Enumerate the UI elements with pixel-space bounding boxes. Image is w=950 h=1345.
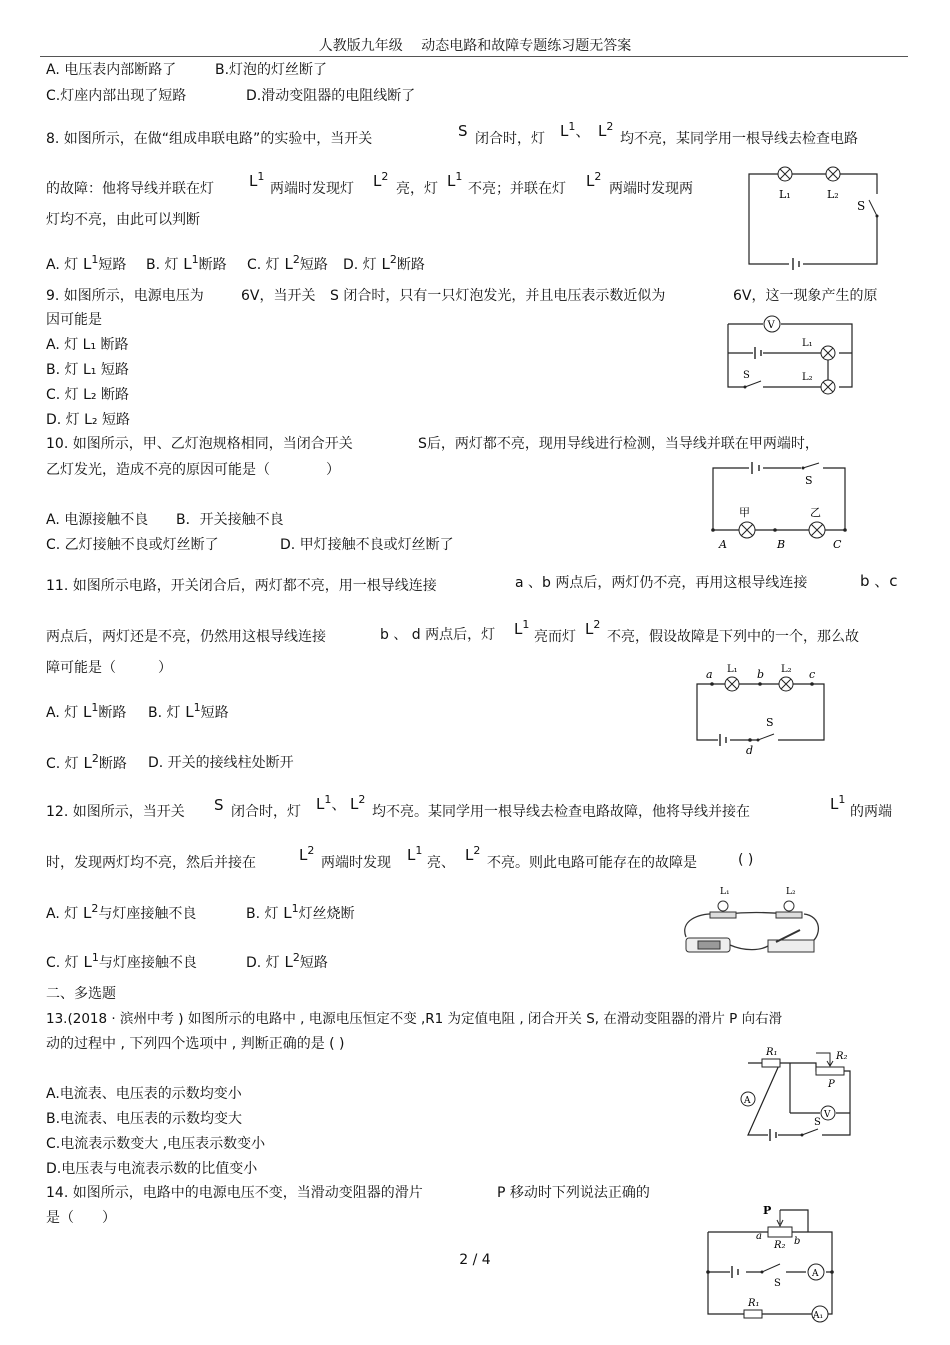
q9-fig-l2: L₂ [802, 372, 813, 383]
q12-text-4: 的两端 [850, 804, 892, 820]
q10-option-c: C. 乙灯接触不良或灯丝断了 [46, 537, 219, 553]
q14-text-2: P 移动时下列说法正确的 [497, 1185, 650, 1201]
q11-fig-d: d [746, 744, 754, 756]
q8-lamp-l1b: $L^1$ [249, 170, 265, 190]
q12-lamp-l2: $L^2$ [350, 793, 366, 813]
q11-circuit-figure [692, 664, 832, 756]
q8-text-7: 不亮；并联在灯 [468, 181, 566, 197]
q10-option-b: B．开关接触不良 [176, 512, 284, 528]
q12-text-9: ( ) [738, 852, 754, 868]
q13-fig-v: V [824, 1110, 831, 1120]
q10-fig-b: B [777, 538, 786, 551]
q11-text-4: 两点后，两灯还是不亮，仍然用这根导线连接 [46, 629, 326, 645]
q8-fig-l1: L₁ [779, 188, 791, 201]
q12-text-6: 两端时发现 [321, 855, 391, 871]
q13-option-c: C.电流表示数变大 ,电压表示数变小 [46, 1136, 266, 1152]
q12-option-b: B. 灯 $L^1$灯丝烧断 [246, 902, 355, 922]
q8-text-5: 两端时发现灯 [270, 181, 354, 197]
q14-fig-a1: A₁ [813, 1311, 824, 1321]
page-header: 人教版九年级 动态电路和故障专题练习题无答案 [318, 38, 632, 54]
q10-option-a: A. 电源接触不良 [46, 512, 149, 528]
q9-option-c: C. 灯 L₂ 断路 [46, 387, 129, 403]
q11-option-a: A. 灯 $L^1$断路 [46, 701, 127, 721]
header-rule [40, 56, 908, 57]
q8-text-6: 亮，灯 [396, 181, 438, 197]
q14-fig-s: S [774, 1278, 781, 1289]
q13-text-1: 13.(2018 · 滨州中考 ) 如图所示的电路中 , 电源电压恒定不变 ,R1 为定值电阻 , 闭合开关 S, 在滑动变阻器的滑片 P 向右滑 [46, 1011, 783, 1027]
q12-lamp-l1: $L^1$、 [316, 793, 347, 813]
q11-fig-a: a [706, 668, 713, 681]
q8-text-3: 均不亮，某同学用一根导线去检查电路 [620, 131, 858, 147]
q8-option-b: B. 灯 $L^1$断路 [146, 253, 227, 273]
q13-fig-p: P [828, 1079, 835, 1090]
q9-fig-s: S [743, 370, 750, 381]
q10-circuit-figure [705, 460, 865, 552]
q11-lamp-l1: $L^1$ [514, 618, 530, 638]
q11-fig-s: S [766, 716, 774, 729]
q11-fig-l2: L₂ [781, 664, 792, 675]
q10-text-2: S后，两灯都不亮，现用导线进行检测，当导线并联在甲两端时， [418, 436, 819, 452]
q12-text-8: 不亮。则此电路可能存在的故障是 [487, 855, 697, 871]
q8-option-d: D. 灯 $L^2$断路 [343, 253, 425, 273]
q12-text-7: 亮、 [427, 855, 455, 871]
q12-text-2: 闭合时，灯 [231, 804, 301, 820]
q10-fig-c: C [833, 538, 842, 551]
q10-fig-s: S [805, 474, 813, 487]
q13-option-a: A.电流表、电压表的示数均变小 [46, 1086, 242, 1102]
q12-text-3: 均不亮。某同学用一根导线去检查电路故障，他将导线并接在 [372, 804, 750, 820]
q13-fig-r2: R₂ [836, 1051, 848, 1062]
q7-option-d: D.滑动变阻器的电阻线断了 [246, 88, 416, 104]
q12-option-d: D. 灯 $L^2$短路 [246, 951, 328, 971]
q12-option-c: C. 灯 $L^1$与灯座接触不良 [46, 951, 197, 971]
q9-text-1: 9. 如图所示，电源电压为 [46, 288, 204, 304]
q8-option-a: A. 灯 $L^1$短路 [46, 253, 127, 273]
q10-fig-a: A [719, 538, 727, 551]
q8-fig-s: S [857, 199, 866, 213]
q12-physical-circuit-figure [676, 882, 826, 962]
q8-lamp-l2b: $L^2$ [373, 170, 389, 190]
q9-text-5: 因可能是 [46, 312, 102, 328]
q13-fig-s: S [814, 1117, 821, 1128]
q11-text-3: b 、c [860, 572, 898, 590]
q7-option-b: B.灯泡的灯丝断了 [215, 62, 328, 78]
q13-option-b: B.电流表、电压表的示数均变大 [46, 1111, 243, 1127]
q12-fig-l2: L₂ [786, 887, 796, 897]
q14-text-3: 是（ ） [46, 1210, 116, 1226]
q11-text-1: 11. 如图所示电路，开关闭合后，两灯都不亮，用一根导线连接 [46, 578, 437, 594]
q14-fig-r1: R₁ [748, 1298, 760, 1309]
q8-circuit-figure [745, 160, 885, 270]
q14-fig-p: P [763, 1204, 772, 1217]
q14-text-1: 14. 如图所示，电路中的电源电压不变，当滑动变阻器的滑片 [46, 1185, 423, 1201]
q10-option-d: D. 甲灯接触不良或灯丝断了 [280, 537, 454, 553]
q13-fig-a: A [744, 1096, 751, 1106]
q8-text-1: 8. 如图所示，在做“组成串联电路”的实验中，当开关 [46, 131, 373, 147]
q12-lamp-l2c: $L^2$ [465, 844, 481, 864]
q11-lamp-l2: $L^2$ [585, 618, 601, 638]
q13-fig-r1: R₁ [766, 1047, 778, 1058]
q12-lamp-l1b: $L^1$ [830, 793, 846, 813]
q9-text-2: 6V，当开关 [241, 288, 316, 304]
q11-text-7: 不亮，假设故障是下列中的一个，那么故 [607, 629, 859, 645]
q13-text-2: 动的过程中 , 下列四个选项中 , 判断正确的是 ( ) [46, 1036, 345, 1052]
q8-option-c: C. 灯 $L^2$短路 [247, 253, 328, 273]
q9-option-a: A. 灯 L₁ 断路 [46, 337, 129, 353]
q12-fig-l1: L₁ [720, 887, 730, 897]
page-number: 2 / 4 [459, 1252, 491, 1268]
q8-text-8: 两端时发现两 [609, 181, 693, 197]
q9-circuit-figure [725, 312, 860, 400]
q8-text-4: 的故障：他将导线并联在灯 [46, 181, 214, 197]
q14-fig-b: b [794, 1236, 801, 1247]
q9-fig-v: V [767, 320, 775, 331]
q7-option-c: C.灯座内部出现了短路 [46, 88, 187, 104]
q11-option-d: D. 开关的接线柱处断开 [148, 755, 294, 771]
q7-option-a: A. 电压表内部断路了 [46, 62, 177, 78]
q9-option-d: D. 灯 L₂ 短路 [46, 412, 130, 428]
q8-lamp-l1: $L^1$、 [560, 120, 591, 140]
q11-text-8: 障可能是（ ） [46, 660, 172, 676]
q10-text-1: 10. 如图所示，甲、乙灯泡规格相同，当闭合开关 [46, 436, 353, 452]
q9-fig-l1: L₁ [802, 338, 813, 349]
q11-text-6: 亮而灯 [534, 629, 576, 645]
q9-option-b: B. 灯 L₁ 短路 [46, 362, 129, 378]
q8-lamp-l2c: $L^2$ [586, 170, 602, 190]
q13-circuit-figure [740, 1043, 860, 1147]
q8-text-2: 闭合时，灯 [475, 131, 545, 147]
q14-fig-ammeter: A [812, 1269, 819, 1279]
q8-lamp-l1c: $L^1$ [447, 170, 463, 190]
section-2-title: 二、多选题 [46, 986, 116, 1002]
q12-text-1: 12. 如图所示，当开关 [46, 804, 185, 820]
q11-fig-b: b [757, 668, 765, 681]
q10-fig-jia: 甲 [739, 506, 750, 519]
q12-lamp-l2b: $L^2$ [299, 844, 315, 864]
q12-option-a: A. 灯 $L^2$与灯座接触不良 [46, 902, 197, 922]
q11-fig-c: c [809, 668, 816, 681]
q12-switch-s: S [214, 796, 224, 814]
q9-text-4: 6V，这一现象产生的原 [733, 288, 878, 304]
q11-fig-l1: L₁ [727, 664, 738, 675]
q14-fig-r2: R₂ [774, 1240, 786, 1251]
q12-text-5: 时，发现两灯均不亮，然后并接在 [46, 855, 256, 871]
q11-option-c: C. 灯 $L^2$断路 [46, 752, 127, 772]
q10-text-3: 乙灯发光，造成不亮的原因可能是（ ） [46, 462, 340, 478]
q11-option-b: B. 灯 $L^1$短路 [148, 701, 229, 721]
q8-switch-s: S [458, 122, 468, 140]
q13-option-d: D.电压表与电流表示数的比值变小 [46, 1161, 258, 1177]
q8-text-9: 灯均不亮，由此可以判断 [46, 212, 200, 228]
q11-text-2: a 、b 两点后，两灯仍不亮，再用这根导线连接 [515, 575, 808, 591]
q14-fig-a: a [756, 1231, 762, 1242]
q9-text-3: S 闭合时，只有一只灯泡发光，并且电压表示数近似为 [330, 288, 666, 304]
q11-text-5: b 、 d 两点后，灯 [380, 627, 496, 643]
q10-fig-yi: 乙 [810, 506, 821, 519]
q8-fig-l2: L₂ [827, 188, 839, 201]
q8-lamp-l2: $L^2$ [598, 120, 614, 140]
q12-lamp-l1c: $L^1$ [407, 844, 423, 864]
